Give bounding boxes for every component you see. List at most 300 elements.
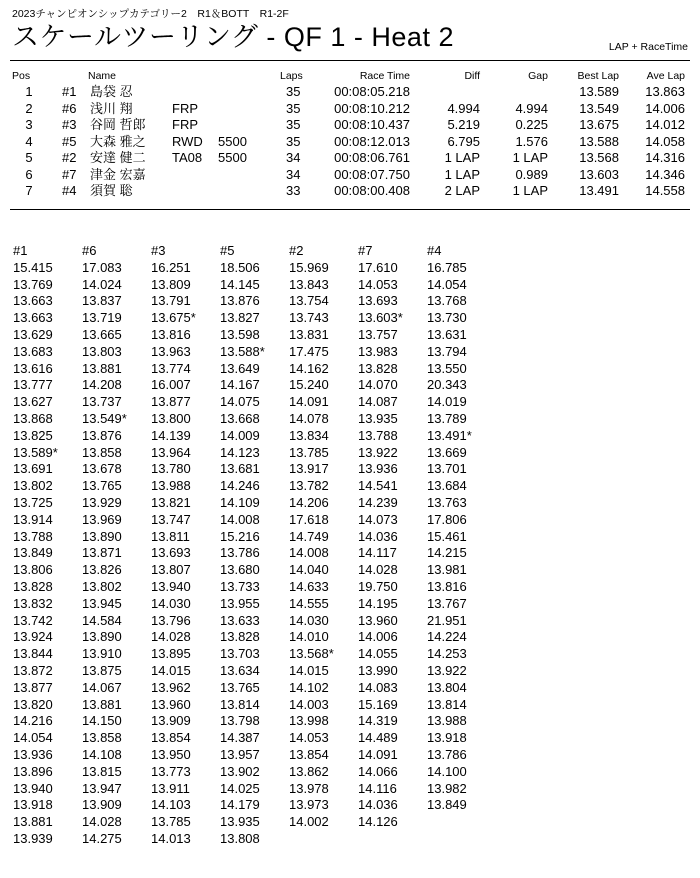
gap-value: 1.576 <box>515 133 548 149</box>
result-row <box>0 134 700 151</box>
lap-time: 14.003 <box>289 696 329 712</box>
lap-time: 14.102 <box>289 679 329 695</box>
gap-value: 4.994 <box>515 100 548 116</box>
lap-time: 13.831 <box>289 326 329 342</box>
lap-time: 13.828 <box>13 578 53 594</box>
lap-time: 13.701 <box>427 461 467 477</box>
lap-time: 14.555 <box>289 595 329 611</box>
lap-time: 20.343 <box>427 377 467 393</box>
lap-time: 13.877 <box>151 394 191 410</box>
race-time: 00:08:10.212 <box>334 100 410 116</box>
lap-time: 13.773 <box>151 763 191 779</box>
lap-time: 13.589* <box>13 444 58 460</box>
lap-time: 13.960 <box>358 612 398 628</box>
lap-time: 13.929 <box>82 494 122 510</box>
lap-time: 13.675* <box>151 310 196 326</box>
lap-time: 14.584 <box>82 612 122 628</box>
lap-column <box>220 243 288 848</box>
lap-time: 14.028 <box>358 562 398 578</box>
report-mode-label: LAP + RaceTime <box>608 41 688 53</box>
page-title: スケールツーリング - QF 1 - Heat 2 <box>12 22 454 52</box>
position: 6 <box>25 166 33 182</box>
lap-time: 13.719 <box>82 310 122 326</box>
lap-time: 13.691 <box>13 461 53 477</box>
lap-time: 13.782 <box>289 478 329 494</box>
results-table <box>0 70 700 200</box>
lap-time: 13.725 <box>13 494 53 510</box>
lap-time: 13.909 <box>151 713 191 729</box>
position: 2 <box>25 100 33 116</box>
lap-time: 13.854 <box>289 746 329 762</box>
lap-time: 13.998 <box>289 713 329 729</box>
lap-time: 13.814 <box>427 696 467 712</box>
team-extra: 5500 <box>218 150 247 165</box>
lap-time: 13.794 <box>427 343 467 359</box>
lap-time: 14.108 <box>82 746 122 762</box>
lap-time: 14.633 <box>289 578 329 594</box>
driver-name: 津金 宏嘉 <box>90 166 146 182</box>
driver-cell <box>90 117 218 134</box>
col-header-race-time: Race Time <box>359 70 410 82</box>
lap-time: 13.803 <box>82 343 122 359</box>
lap-time: 17.806 <box>427 511 467 527</box>
lap-time: 13.663 <box>13 293 53 309</box>
lap-time: 13.769 <box>13 276 53 292</box>
lap-time: 14.246 <box>220 478 260 494</box>
average-lap: 13.863 <box>645 84 685 99</box>
lap-time: 15.969 <box>289 259 329 275</box>
lap-time: 13.828 <box>358 360 398 376</box>
lap-time: 16.785 <box>427 259 467 275</box>
col-header-gap: Gap <box>528 70 548 82</box>
lap-time: 13.936 <box>13 746 53 762</box>
average-lap: 14.316 <box>645 150 685 165</box>
lap-time: 13.730 <box>427 310 467 326</box>
lap-time: 13.777 <box>13 377 53 393</box>
lap-time: 14.091 <box>289 394 329 410</box>
lap-time: 13.969 <box>82 511 122 527</box>
lap-time: 13.786 <box>220 545 260 561</box>
driver-cell <box>90 84 218 101</box>
lap-time: 13.549* <box>82 410 127 426</box>
lap-time: 14.030 <box>151 595 191 611</box>
lap-time: 13.788 <box>13 528 53 544</box>
lap-time: 13.811 <box>151 528 190 544</box>
lap-time: 13.802 <box>82 578 122 594</box>
lap-time: 14.253 <box>427 646 467 662</box>
lap-time: 13.911 <box>151 780 190 796</box>
result-row <box>0 150 700 167</box>
lap-time: 13.791 <box>151 293 191 309</box>
lap-time: 14.123 <box>220 444 260 460</box>
car-number: #4 <box>62 183 77 198</box>
lap-time: 14.009 <box>220 427 260 443</box>
lap-time: 19.750 <box>358 578 398 594</box>
lap-time: 14.109 <box>220 494 260 510</box>
race-time: 00:08:00.408 <box>334 183 410 198</box>
lap-time: 13.844 <box>13 646 53 662</box>
lap-time: 13.832 <box>13 595 53 611</box>
driver-cell <box>90 167 218 184</box>
lap-time: 14.075 <box>220 394 260 410</box>
lap-time: 14.054 <box>13 730 53 746</box>
lap-time: 13.896 <box>13 763 53 779</box>
lap-time: 13.693 <box>358 293 398 309</box>
lap-time: 14.541 <box>358 478 398 494</box>
results-header-row <box>0 70 700 82</box>
lap-time: 13.918 <box>427 730 467 746</box>
lap-column <box>427 243 495 814</box>
lap-time: 16.007 <box>151 377 191 393</box>
driver-name: 浅川 翔 <box>90 100 133 116</box>
lap-time: 13.683 <box>13 343 53 359</box>
lap-time: 14.103 <box>151 797 191 813</box>
position: 4 <box>25 133 33 149</box>
lap-time: 13.868 <box>13 410 53 426</box>
lap-time: 14.015 <box>151 662 191 678</box>
lap-time: 13.877 <box>13 679 53 695</box>
lap-time: 13.825 <box>13 427 53 443</box>
lap-count: 34 <box>286 166 301 182</box>
race-time: 00:08:07.750 <box>334 166 410 182</box>
lap-time: 14.126 <box>358 814 398 830</box>
driver-cell <box>90 150 247 167</box>
lap-time: 13.890 <box>82 629 122 645</box>
result-row <box>0 84 700 101</box>
lap-time: 13.936 <box>358 461 398 477</box>
lap-time: 13.935 <box>220 814 260 830</box>
result-row <box>0 101 700 118</box>
diff-value: 1 LAP <box>444 150 480 165</box>
average-lap: 14.006 <box>645 100 685 116</box>
lap-time: 13.550 <box>427 360 467 376</box>
lap-time: 17.618 <box>289 511 329 527</box>
lap-time: 14.206 <box>289 494 329 510</box>
event-subtitle: 2023チャンピオンシップカテゴリー2 R1＆BOTT R1-2F <box>12 8 289 20</box>
lap-time: 14.319 <box>358 713 398 729</box>
lap-time: 17.610 <box>358 259 398 275</box>
lap-time: 13.649 <box>220 360 260 376</box>
lap-time: 13.763 <box>427 494 467 510</box>
lap-time: 13.895 <box>151 646 191 662</box>
header-divider <box>10 60 690 61</box>
lap-time: 13.785 <box>289 444 329 460</box>
lap-count: 35 <box>286 117 301 132</box>
lap-time: 13.757 <box>358 326 398 342</box>
lap-time: 14.387 <box>220 730 260 746</box>
gap-value: 0.989 <box>515 166 548 182</box>
lap-time: 13.634 <box>220 662 260 678</box>
lap-time: 13.802 <box>13 478 53 494</box>
lap-time: 13.826 <box>82 562 122 578</box>
lap-time: 13.678 <box>82 461 122 477</box>
col-header-ave-lap: Ave Lap <box>646 70 685 82</box>
driver-cell <box>90 183 218 200</box>
col-header-diff: Diff <box>464 70 480 82</box>
lap-time: 13.909 <box>82 797 122 813</box>
lap-time: 14.195 <box>358 595 398 611</box>
lap-time: 13.627 <box>13 394 53 410</box>
lap-time: 14.066 <box>358 763 398 779</box>
lap-time: 13.827 <box>220 310 260 326</box>
lap-time: 13.990 <box>358 662 398 678</box>
best-lap: 13.549 <box>579 100 619 116</box>
lap-column-driver: #6 <box>82 243 97 258</box>
driver-name: 大森 雅之 <box>90 133 146 149</box>
lap-time: 13.633 <box>220 612 260 628</box>
lap-column <box>82 243 150 848</box>
car-number: #1 <box>62 84 77 99</box>
lap-time: 14.489 <box>358 730 398 746</box>
lap-time: 13.871 <box>82 545 122 561</box>
lap-time: 13.945 <box>82 595 122 611</box>
lap-column <box>358 243 426 831</box>
lap-time: 14.749 <box>289 528 329 544</box>
lap-time: 14.216 <box>13 713 53 729</box>
lap-time: 13.854 <box>151 730 191 746</box>
lap-time: 14.083 <box>358 679 398 695</box>
lap-time: 13.798 <box>220 713 260 729</box>
lap-time: 14.008 <box>220 511 260 527</box>
lap-count: 33 <box>286 183 301 198</box>
car-number: #3 <box>62 117 77 132</box>
lap-time: 14.139 <box>151 427 191 443</box>
lap-time: 14.030 <box>289 612 329 628</box>
lap-time: 14.117 <box>358 545 397 561</box>
lap-time: 14.054 <box>427 276 467 292</box>
lap-time: 13.598 <box>220 326 260 342</box>
lap-time: 14.002 <box>289 814 329 830</box>
average-lap: 14.012 <box>645 117 685 132</box>
lap-time: 13.680 <box>220 562 260 578</box>
lap-time: 13.733 <box>220 578 260 594</box>
lap-column <box>13 243 81 848</box>
lap-time: 13.796 <box>151 612 191 628</box>
lap-time: 13.924 <box>13 629 53 645</box>
results-divider <box>10 209 690 210</box>
team-name: TA08 <box>172 150 203 165</box>
lap-time: 13.881 <box>82 360 122 376</box>
lap-time: 14.008 <box>289 545 329 561</box>
lap-time: 13.820 <box>13 696 53 712</box>
lap-column-driver: #3 <box>151 243 166 258</box>
lap-time: 14.208 <box>82 377 122 393</box>
lap-time: 13.568* <box>289 646 334 662</box>
lap-column-driver: #5 <box>220 243 235 258</box>
best-lap: 13.568 <box>579 150 619 165</box>
lap-time: 13.955 <box>220 595 260 611</box>
lap-time: 14.019 <box>427 394 467 410</box>
lap-time: 13.963 <box>151 343 191 359</box>
lap-time: 21.951 <box>427 612 467 628</box>
lap-count: 35 <box>286 100 301 116</box>
team-name: FRP <box>172 117 198 132</box>
lap-time: 13.681 <box>220 461 260 477</box>
lap-time: 13.922 <box>427 662 467 678</box>
lap-time: 14.006 <box>358 629 398 645</box>
lap-time: 13.957 <box>220 746 260 762</box>
car-number: #7 <box>62 166 77 182</box>
lap-time: 13.814 <box>220 696 260 712</box>
lap-time: 13.631 <box>427 326 467 342</box>
team-name: RWD <box>172 133 203 149</box>
lap-time: 14.028 <box>82 814 122 830</box>
lap-time: 14.024 <box>82 276 122 292</box>
lap-time: 13.875 <box>82 662 122 678</box>
lap-time: 13.809 <box>151 276 191 292</box>
lap-time: 16.251 <box>151 259 191 275</box>
lap-time: 14.179 <box>220 797 260 813</box>
lap-time: 13.917 <box>289 461 329 477</box>
lap-time: 14.116 <box>358 780 397 796</box>
lap-time: 13.834 <box>289 427 329 443</box>
best-lap: 13.603 <box>579 166 619 182</box>
race-time: 00:08:12.013 <box>334 133 410 149</box>
lap-time: 13.828 <box>220 629 260 645</box>
race-time: 00:08:10.437 <box>334 117 410 132</box>
best-lap: 13.675 <box>579 117 619 132</box>
lap-time: 13.780 <box>151 461 191 477</box>
lap-time: 13.982 <box>427 780 467 796</box>
col-header-name: Name <box>88 70 117 82</box>
lap-time: 13.765 <box>220 679 260 695</box>
lap-time: 14.275 <box>82 830 122 846</box>
lap-column-driver: #2 <box>289 243 304 258</box>
lap-time: 13.940 <box>13 780 53 796</box>
lap-time: 13.603* <box>358 310 403 326</box>
lap-time: 13.918 <box>13 797 53 813</box>
lap-time: 13.786 <box>427 746 467 762</box>
lap-time: 14.162 <box>289 360 329 376</box>
lap-time: 13.808 <box>220 830 260 846</box>
best-lap: 13.491 <box>579 183 619 198</box>
lap-time: 13.837 <box>82 293 122 309</box>
lap-time: 14.040 <box>289 562 329 578</box>
lap-time: 13.849 <box>427 797 467 813</box>
lap-time: 14.087 <box>358 394 398 410</box>
diff-value: 6.795 <box>447 133 480 149</box>
lap-time: 13.988 <box>427 713 467 729</box>
lap-time: 15.461 <box>427 528 467 544</box>
lap-time: 13.983 <box>358 343 398 359</box>
result-row <box>0 183 700 200</box>
average-lap: 14.346 <box>645 166 685 182</box>
lap-time: 15.240 <box>289 377 329 393</box>
lap-time: 13.973 <box>289 797 329 813</box>
driver-name: 島袋 忍 <box>90 84 133 99</box>
lap-time: 14.224 <box>427 629 467 645</box>
lap-time: 13.788 <box>358 427 398 443</box>
lap-time: 14.028 <box>151 629 191 645</box>
lap-time: 13.988 <box>151 478 191 494</box>
lap-time: 13.616 <box>13 360 53 376</box>
lap-time: 13.981 <box>427 562 467 578</box>
lap-time: 13.684 <box>427 478 467 494</box>
diff-value: 1 LAP <box>444 166 480 182</box>
lap-time: 13.858 <box>82 444 122 460</box>
lap-time: 17.475 <box>289 343 329 359</box>
lap-time: 13.950 <box>151 746 191 762</box>
lap-time: 14.073 <box>358 511 398 527</box>
lap-time: 13.816 <box>427 578 467 594</box>
lap-time: 13.978 <box>289 780 329 796</box>
lap-time: 13.914 <box>13 511 53 527</box>
lap-time: 13.742 <box>13 612 53 628</box>
driver-cell <box>90 134 247 151</box>
diff-value: 5.219 <box>447 117 480 132</box>
position: 5 <box>25 150 33 165</box>
gap-value: 1 LAP <box>512 150 548 165</box>
lap-time: 13.939 <box>13 830 53 846</box>
average-lap: 14.058 <box>645 133 685 149</box>
gap-value: 1 LAP <box>512 183 548 198</box>
lap-count: 35 <box>286 84 301 99</box>
average-lap: 14.558 <box>645 183 685 198</box>
lap-time: 15.169 <box>358 696 398 712</box>
lap-time: 14.145 <box>220 276 260 292</box>
lap-time: 14.025 <box>220 780 260 796</box>
lap-time: 13.890 <box>82 528 122 544</box>
car-number: #5 <box>62 133 77 149</box>
lap-time: 14.013 <box>151 830 191 846</box>
lap-time: 13.876 <box>220 293 260 309</box>
lap-time: 13.858 <box>82 730 122 746</box>
lap-column-driver: #1 <box>13 243 28 258</box>
lap-time: 14.036 <box>358 797 398 813</box>
lap-time: 14.055 <box>358 646 398 662</box>
results-body <box>0 84 700 200</box>
lap-time: 13.629 <box>13 326 53 342</box>
lap-time: 13.800 <box>151 410 191 426</box>
team-name: FRP <box>172 100 198 116</box>
lap-time: 13.881 <box>13 814 53 830</box>
col-header-best-lap: Best Lap <box>577 70 619 82</box>
driver-name: 安達 健二 <box>90 150 146 165</box>
result-row <box>0 167 700 184</box>
lap-time: 13.960 <box>151 696 191 712</box>
lap-time: 13.922 <box>358 444 398 460</box>
lap-time: 13.767 <box>427 595 467 611</box>
lap-count: 34 <box>286 150 301 165</box>
lap-times-grid <box>0 243 700 873</box>
diff-value: 2 LAP <box>444 183 480 198</box>
lap-time: 14.167 <box>220 377 260 393</box>
lap-time: 13.807 <box>151 562 191 578</box>
lap-time: 13.703 <box>220 646 260 662</box>
lap-column <box>151 243 219 848</box>
lap-time: 13.876 <box>82 427 122 443</box>
lap-time: 13.947 <box>82 780 122 796</box>
lap-time: 13.962 <box>151 679 191 695</box>
lap-time: 13.588* <box>220 343 265 359</box>
lap-time: 13.668 <box>220 410 260 426</box>
team-extra: 5500 <box>218 133 247 149</box>
lap-time: 13.747 <box>151 511 191 527</box>
position: 7 <box>25 183 33 198</box>
lap-count: 35 <box>286 133 301 149</box>
race-time: 00:08:05.218 <box>334 84 410 99</box>
lap-time: 13.935 <box>358 410 398 426</box>
position: 3 <box>25 117 33 132</box>
lap-time: 13.663 <box>13 310 53 326</box>
lap-time: 17.083 <box>82 259 122 275</box>
lap-time: 13.768 <box>427 293 467 309</box>
lap-time: 14.036 <box>358 528 398 544</box>
lap-time: 13.902 <box>220 763 260 779</box>
col-header-laps: Laps <box>280 70 303 82</box>
lap-time: 13.774 <box>151 360 191 376</box>
best-lap: 13.588 <box>579 133 619 149</box>
